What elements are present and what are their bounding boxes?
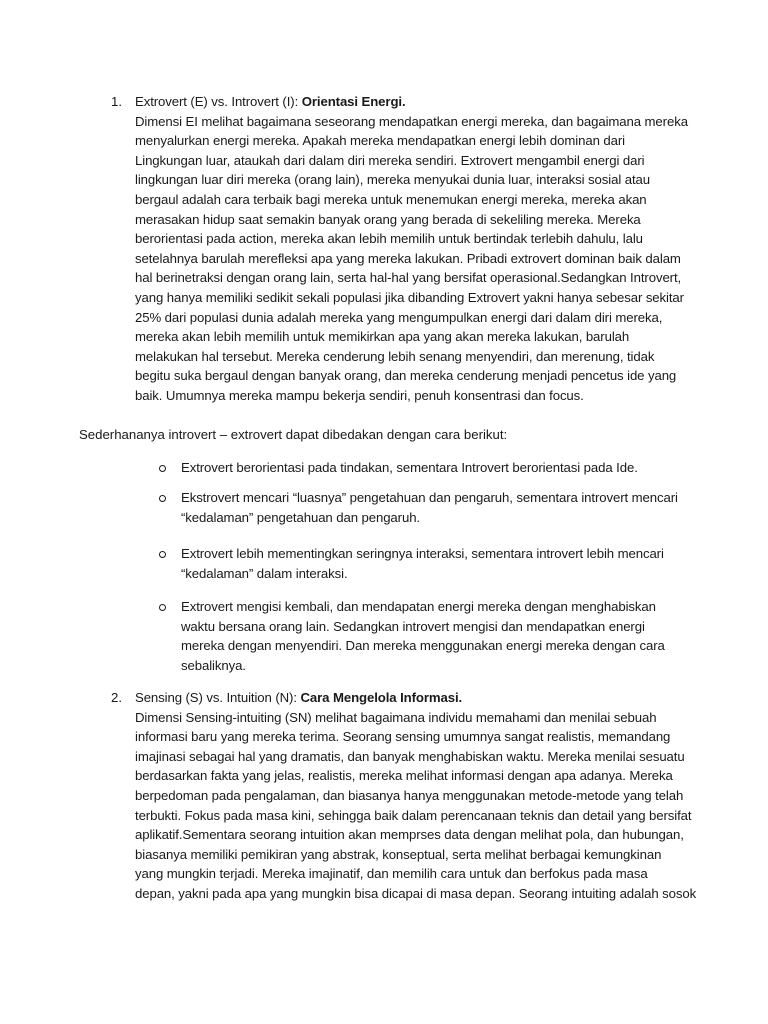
body-line: hal berinetraksi dengan orang lain, serta hal-hal yang bersifat operasional.Sedangkan Introvert,: [135, 270, 682, 286]
section-1-heading-plain: Extrovert (E) vs. Introvert (I):: [135, 94, 302, 109]
hollow-bullet-icon: [159, 551, 166, 558]
body-line: aplikatif.Sementara seorang intuition akan memprses data dengan melihat pola, dan hubungan,: [135, 827, 684, 843]
section-2-heading-bold: Cara Mengelola Informasi.: [300, 690, 463, 705]
section-2-heading-plain: Sensing (S) vs. Intuition (N):: [135, 690, 301, 705]
bullet-line: “kedalaman” dalam interaksi.: [181, 565, 348, 581]
section-2-heading: [135, 688, 696, 708]
body-line: berorientasi pada action, mereka akan lebih memilih untuk bertindak terlebih dahulu, lalu: [135, 231, 643, 247]
section-2: [135, 688, 696, 904]
hollow-bullet-icon: [159, 495, 166, 502]
section-1-body: [135, 112, 688, 406]
bullet-line: Extrovert lebih mementingkan seringnya interaksi, sementara introvert lebih mencari: [181, 546, 664, 561]
bullet-item: [181, 488, 678, 527]
hollow-bullet-icon: [159, 465, 166, 472]
body-line: lingkungan luar diri mereka (orang lain), mereka menyukai dunia luar, interaksi sosial atau: [135, 172, 651, 188]
bullet-line: sebaliknya.: [181, 657, 246, 673]
body-line: biasanya memiliki pemikiran yang abstrak, konseptual, serta melihat berbagai kemungkinan: [135, 846, 662, 862]
bullet-item: [181, 597, 665, 675]
body-line: setelahnya barulah merefleksi apa yang mereka lakukan. Pribadi extrovert dominan baik dalam: [135, 250, 681, 266]
bullet-line: waktu bersana orang lain. Sedangkan introvert mengisi dan mendapatkan energi: [181, 618, 645, 634]
body-line: berdasarkan fakta yang jelas, realistis, mereka melihat informasi dengan apa adanya. Mereka: [135, 768, 673, 784]
section-1-heading-bold: Orientasi Energi.: [301, 94, 406, 109]
bullet-line: “kedalaman” pengetahuan dan pengaruh.: [181, 509, 420, 525]
body-line: mereka akan lebih memilih untuk memikirkan apa yang akan mereka lakukan, barulah: [135, 329, 630, 345]
body-line: yang mungkin terjadi. Mereka imajinatif, dan memilih cara untuk dan berfokus pada masa: [135, 866, 648, 882]
section-2-body: [135, 708, 696, 904]
body-line: merasakan hidup saat semakin banyak orang yang berada di sekeliling mereka. Mereka: [135, 211, 641, 227]
body-line: menyalurkan energi mereka. Apakah mereka mendapatkan energi lebih dominan dari: [135, 133, 625, 149]
body-line: depan, yakni pada apa yang mungkin bisa dicapai di masa depan. Seorang intuiting adalah sosok: [135, 885, 697, 901]
body-line: 25% dari populasi dunia adalah mereka yang mengumpulkan energi dari dalam diri mereka,: [135, 309, 663, 325]
body-line: terbukti. Fokus pada masa kini, sehingga baik dalam perencanaan teknis dan detail yang bersifat: [135, 807, 692, 823]
body-line: yang hanya memiliki sedikit sekali populasi jika dibanding Extrovert yakni hanya sebesar sekitar: [135, 289, 684, 305]
bullet-line: Ekstrovert mencari “luasnya” pengetahuan dan pengaruh, sementara introvert mencari: [181, 490, 678, 505]
summary-intro: Sederhananya introvert – extrovert dapat dibedakan dengan cara berikut:: [79, 427, 508, 442]
section-2-number: 2.: [111, 690, 122, 705]
body-line: Lingkungan luar, ataukah dari dalam diri mereka sendiri. Extrovert mengambil energi dari: [135, 152, 645, 168]
body-line: bergaul adalah cara terbaik bagi mereka untuk menemukan energi mereka, mereka akan: [135, 191, 647, 207]
bullet-line: mereka dengan menyendiri. Dan mereka menggunakan energi mereka dengan cara: [181, 638, 665, 654]
body-line: begitu suka bergaul dengan banyak orang, dan mereka cenderung menjadi pencetus ide yang: [135, 368, 677, 384]
body-line: baik. Umumnya mereka mampu bekerja sendiri, penuh konsentrasi dan focus.: [135, 387, 584, 403]
body-line: berpedoman pada pengalaman, dan biasanya hanya menggunakan metode-metode yang telah: [135, 787, 684, 803]
body-line: imajinasi sebagai hal yang dramatis, dan banyak menghabiskan waktu. Mereka menilai sesuatu: [135, 748, 685, 764]
body-line: Dimensi Sensing-intuiting (SN) melihat bagaimana individu memahami dan menilai sebuah: [135, 709, 657, 725]
bullet-line: Extrovert mengisi kembali, dan mendapatan energi mereka dengan menghabiskan: [181, 599, 656, 614]
hollow-bullet-icon: [159, 604, 166, 611]
body-line: melakukan hal tersebut. Mereka cenderung lebih senang menyendiri, dan merenung, tidak: [135, 348, 655, 364]
section-1-heading: [135, 92, 688, 112]
section-1-number: 1.: [111, 94, 122, 109]
body-line: informasi baru yang mereka terima. Seorang sensing umumnya sangat realistis, memandang: [135, 729, 671, 745]
section-1: [135, 92, 688, 406]
bullet-item: [181, 544, 664, 583]
bullet-item: [181, 458, 638, 478]
body-line: Dimensi EI melihat bagaimana seseorang mendapatkan energi mereka, dan bagaimana mereka: [135, 113, 688, 129]
bullet-line: Extrovert berorientasi pada tindakan, sementara Introvert berorientasi pada Ide.: [181, 460, 638, 475]
